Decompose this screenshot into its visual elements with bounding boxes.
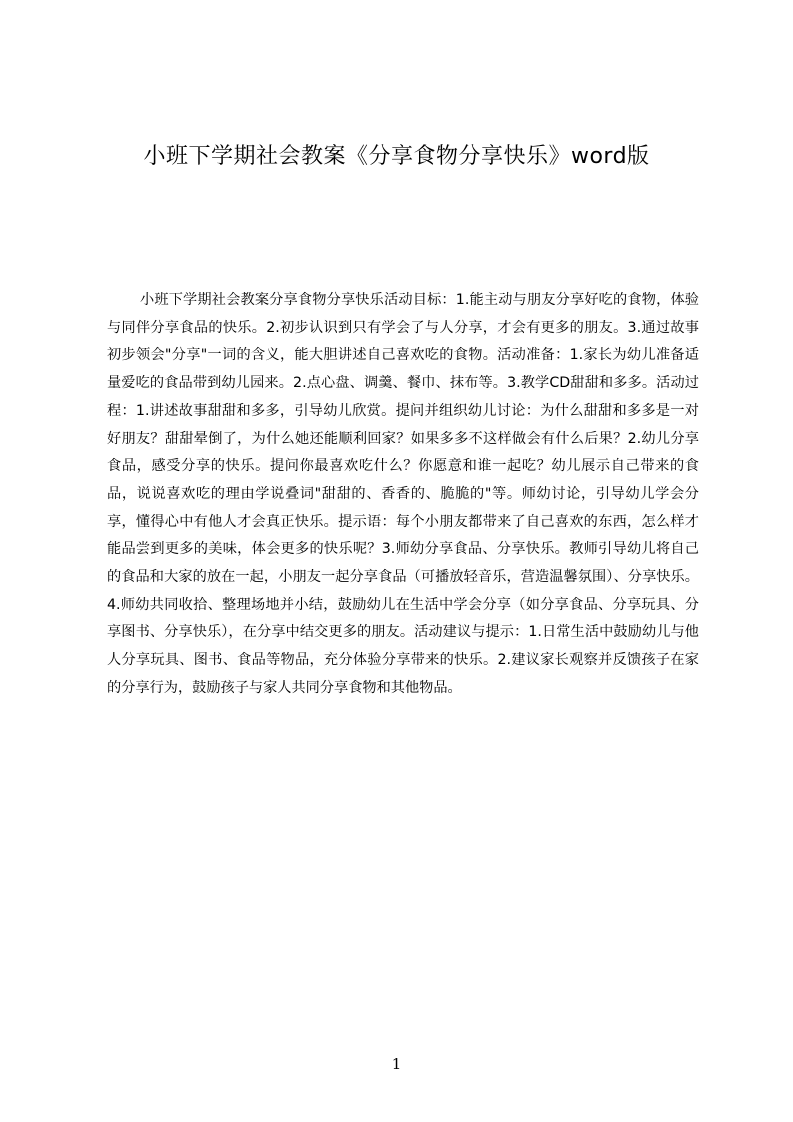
document-title: 小班下学期社会教案《分享食物分享快乐》word版 (143, 144, 650, 169)
page-number: 1 (391, 1055, 402, 1073)
document-body-paragraph: 小班下学期社会教案分享食物分享快乐活动目标：1.能主动与朋友分享好吃的食物，体验与同伴分享食品的快乐。2.初步认识到只有学会了与人分享，才会有更多的朋友。3.通过故事初步领会"分享"一词的含义，能大胆讲述自己喜欢吃的食物。活动准备：1.家长为幼儿准备适量爱吃的食品带到幼儿园来。2.点心盘、调羹、餐巾、抹布等。3.教学CD甜甜和多多。活动过程：1.讲述故事甜甜和多多，引导幼儿欣赏。提问并组织幼儿讨论：为什么甜甜和多多是一对好朋友？甜甜晕倒了，为什么她还能顺利回家？如果多多不这样做会有什么后果？2.幼儿分享食品，感受分享的快乐。提问你最喜欢吃什么？你愿意和谁一起吃？幼儿展示自己带来的食品，说说喜欢吃的理由学说叠词"甜甜的、香香的、脆脆的"等。师幼讨论，引导幼儿学会分享，懂得心中有他人才会真正快乐。提示语：每个小朋友都带来了自己喜欢的东西，怎么样才能品尝到更多的美味，体会更多的快乐呢？3.师幼分享食品、分享快乐。教师引导幼儿将自己的食品和大家的放在一起，小朋友一起分享食品（可播放轻音乐，营造温馨氛围）、分享快乐。4.师幼共同收拾、整理场地并小结，鼓励幼儿在生活中学会分享（如分享食品、分享玩具、分享图书、分享快乐），在分享中结交更多的朋友。活动建议与提示：1.日常生活中鼓励幼儿与他人分享玩具、图书、食品等物品，充分体验分享带来的快乐。2.建议家长观察并反馈孩子在家的分享行为，鼓励孩子与家人共同分享食物和其他物品。 (107, 292, 699, 696)
